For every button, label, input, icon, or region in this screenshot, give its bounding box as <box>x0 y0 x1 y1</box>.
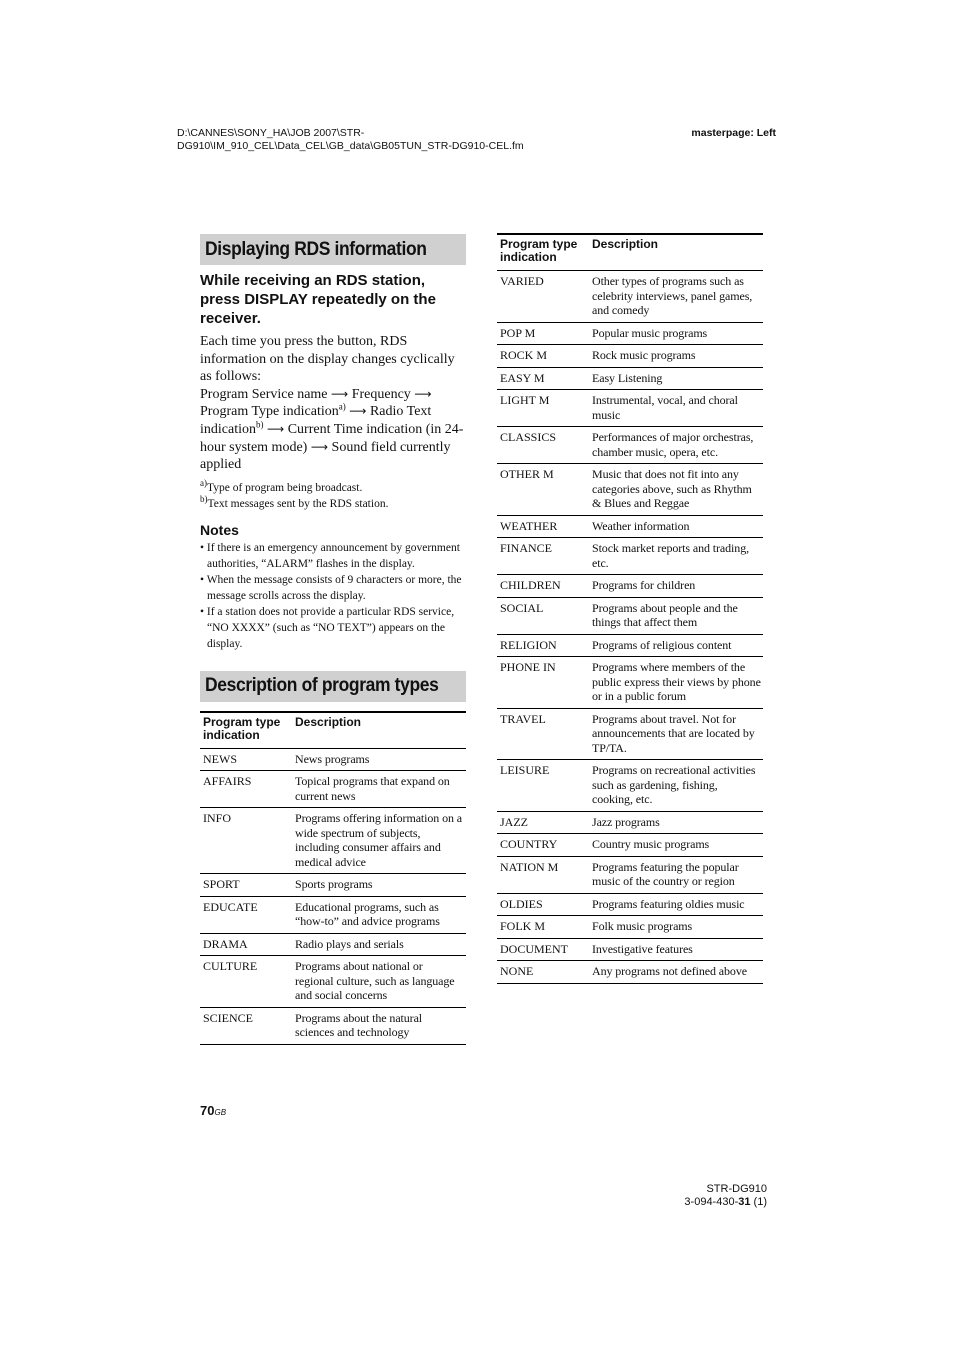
program-type-cell: JAZZ <box>497 811 589 834</box>
note-item: • If there is an emergency announcement by government authorities, “ALARM” flashes in the display. <box>200 541 460 570</box>
program-type-cell: DRAMA <box>200 933 292 956</box>
arrow-right-icon: ⟶ <box>310 439 329 454</box>
arrow-right-icon: ⟶ <box>331 386 349 401</box>
program-type-cell: CLASSICS <box>497 427 589 464</box>
program-type-cell: OLDIES <box>497 893 589 916</box>
table-header-row <box>200 712 466 749</box>
program-type-cell: ROCK M <box>497 345 589 368</box>
program-description-cell: Investigative features <box>589 938 763 961</box>
program-type-cell: LIGHT M <box>497 390 589 427</box>
table-row <box>200 896 466 933</box>
program-type-cell: CULTURE <box>200 956 292 1008</box>
footnote-a: $^{a)}$Type of program being broadcast. <box>200 477 363 494</box>
program-type-cell: SOCIAL <box>497 597 589 634</box>
program-type-cell: EDUCATE <box>200 896 292 933</box>
table-row <box>497 657 763 709</box>
program-description-cell: Programs where members of the public express their views by phone or in a public forum <box>589 657 763 709</box>
table-row <box>200 874 466 897</box>
program-type-cell: AFFAIRS <box>200 771 292 808</box>
table-row <box>497 834 763 857</box>
table-row <box>497 427 763 464</box>
program-description-cell: Popular music programs <box>589 322 763 345</box>
column-header-description: Description <box>295 714 362 729</box>
program-types-heading: Description of program types <box>200 671 466 702</box>
program-description-cell: Radio plays and serials <box>292 933 466 956</box>
program-types-table-left <box>200 711 466 1045</box>
program-type-cell: NEWS <box>200 748 292 771</box>
table-row <box>497 271 763 323</box>
program-description-cell: Programs featuring oldies music <box>589 893 763 916</box>
note-item: • When the message consists of 9 characters or more, the message scrolls across the display. <box>200 573 462 602</box>
program-type-cell: TRAVEL <box>497 708 589 760</box>
table-row <box>497 367 763 390</box>
program-description-cell: Programs about travel. Not for announcements that are located by TP/TA. <box>589 708 763 760</box>
program-type-cell: PHONE IN <box>497 657 589 709</box>
rds-section-heading: Displaying RDS information <box>200 234 466 265</box>
program-description-cell: Programs featuring the popular music of the country or region <box>589 856 763 893</box>
left-column <box>200 234 466 1045</box>
table-row <box>497 345 763 368</box>
table-row <box>497 708 763 760</box>
arrow-right-icon: ⟶ <box>267 421 285 436</box>
table-row <box>497 597 763 634</box>
program-type-cell: DOCUMENT <box>497 938 589 961</box>
file-path-line-2: DG910\IM_910_CEL\Data_CEL\GB_data\GB05TUN_STR-DG910-CEL.fm <box>177 140 524 152</box>
table-row <box>497 515 763 538</box>
program-type-cell: LEISURE <box>497 760 589 812</box>
program-description-cell: Educational programs, such as “how-to” and advice programs <box>292 896 466 933</box>
program-description-cell: Programs offering information on a wide spectrum of subjects, including consumer affairs and medical advice <box>292 808 466 874</box>
program-type-cell: COUNTRY <box>497 834 589 857</box>
program-description-cell: Country music programs <box>589 834 763 857</box>
program-description-cell: Topical programs that expand on current news <box>292 771 466 808</box>
table-row <box>200 956 466 1008</box>
table-row <box>200 808 466 874</box>
table-row <box>200 771 466 808</box>
program-description-cell: Any programs not defined above <box>589 961 763 984</box>
program-description-cell: Performances of major orchestras, chamber music, opera, etc. <box>589 427 763 464</box>
program-type-cell: NATION M <box>497 856 589 893</box>
page-number: 70GB <box>200 1103 227 1118</box>
file-path <box>177 127 597 153</box>
program-description-cell: Programs of religious content <box>589 634 763 657</box>
table-row <box>497 575 763 598</box>
table-row <box>200 933 466 956</box>
arrow-right-icon: ⟶ <box>414 386 432 401</box>
arrow-right-icon: ⟶ <box>349 404 367 419</box>
table-row <box>497 811 763 834</box>
table-header-row <box>497 234 763 271</box>
notes-title: Notes <box>200 521 239 538</box>
program-type-cell: SCIENCE <box>200 1007 292 1044</box>
program-type-cell: EASY M <box>497 367 589 390</box>
program-type-cell: WEATHER <box>497 515 589 538</box>
table-row <box>497 916 763 939</box>
right-column <box>497 233 763 984</box>
table-row <box>497 893 763 916</box>
notes-list <box>200 540 466 652</box>
program-type-cell: NONE <box>497 961 589 984</box>
program-description-cell: Programs on recreational activities such as gardening, fishing, cooking, etc. <box>589 760 763 812</box>
program-description-cell: Programs about the natural sciences and technology <box>292 1007 466 1044</box>
program-description-cell: Rock music programs <box>589 345 763 368</box>
program-description-cell: Weather information <box>589 515 763 538</box>
file-path-line-1: D:\CANNES\SONY_HA\JOB 2007\STR- <box>177 127 365 139</box>
program-type-cell: POP M <box>497 322 589 345</box>
footnote-b: $^{b)}$Text messages sent by the RDS station. <box>200 493 389 510</box>
program-type-cell: SPORT <box>200 874 292 897</box>
program-description-cell: Programs for children <box>589 575 763 598</box>
table-row <box>497 464 763 516</box>
footnotes <box>200 477 466 512</box>
table-row <box>497 634 763 657</box>
program-description-cell: Stock market reports and trading, etc. <box>589 538 763 575</box>
program-description-cell: Easy Listening <box>589 367 763 390</box>
program-description-cell: Folk music programs <box>589 916 763 939</box>
table-row <box>497 390 763 427</box>
table-row <box>497 538 763 575</box>
document-code: 3-094-430-31 (1) <box>684 1196 767 1208</box>
model-info <box>684 1183 767 1209</box>
program-types-table-right <box>497 233 763 984</box>
program-description-cell: Jazz programs <box>589 811 763 834</box>
program-type-cell: OTHER M <box>497 464 589 516</box>
masterpage-label: masterpage: Left <box>691 127 776 139</box>
program-type-cell: CHILDREN <box>497 575 589 598</box>
program-description-cell: News programs <box>292 748 466 771</box>
program-type-cell: VARIED <box>497 271 589 323</box>
table-row <box>497 938 763 961</box>
column-header-type: Program type indication <box>203 714 281 742</box>
table-row <box>497 760 763 812</box>
program-type-cell: FOLK M <box>497 916 589 939</box>
program-description-cell: Music that does not fit into any categories above, such as Rhythm & Blues and Reggae <box>589 464 763 516</box>
program-description-cell: Sports programs <box>292 874 466 897</box>
program-type-cell: FINANCE <box>497 538 589 575</box>
table-row <box>200 748 466 771</box>
table-row <box>200 1007 466 1044</box>
model-name: STR-DG910 <box>706 1183 767 1195</box>
note-item: • If a station does not provide a particular RDS service, “NO XXXX” (such as “NO TEXT”) appears on the display. <box>200 605 455 650</box>
program-description-cell: Programs about national or regional culture, such as language and social concerns <box>292 956 466 1008</box>
table-row <box>497 856 763 893</box>
rds-subheading: While receiving an RDS station, press DISPLAY repeatedly on the receiver. <box>200 272 436 327</box>
program-description-cell: Instrumental, vocal, and choral music <box>589 390 763 427</box>
program-description-cell: Other types of programs such as celebrity interviews, panel games, and comedy <box>589 271 763 323</box>
table-row <box>497 322 763 345</box>
column-header-type: Program type indication <box>500 237 578 264</box>
column-header-description: Description <box>592 237 659 251</box>
program-type-cell: INFO <box>200 808 292 874</box>
program-description-cell: Programs about people and the things that affect them <box>589 597 763 634</box>
program-type-cell: RELIGION <box>497 634 589 657</box>
rds-intro: Each time you press the button, RDS information on the display changes cyclically as follows: Program Service name ⟶ Frequency ⟶ Program Type indication$^{a)}$ ⟶ Radio Text indication$^{b)}$ ⟶ Current Time indication (in 24-hour system mode) ⟶ Sound field currently applied <box>200 334 464 473</box>
table-row <box>497 961 763 984</box>
